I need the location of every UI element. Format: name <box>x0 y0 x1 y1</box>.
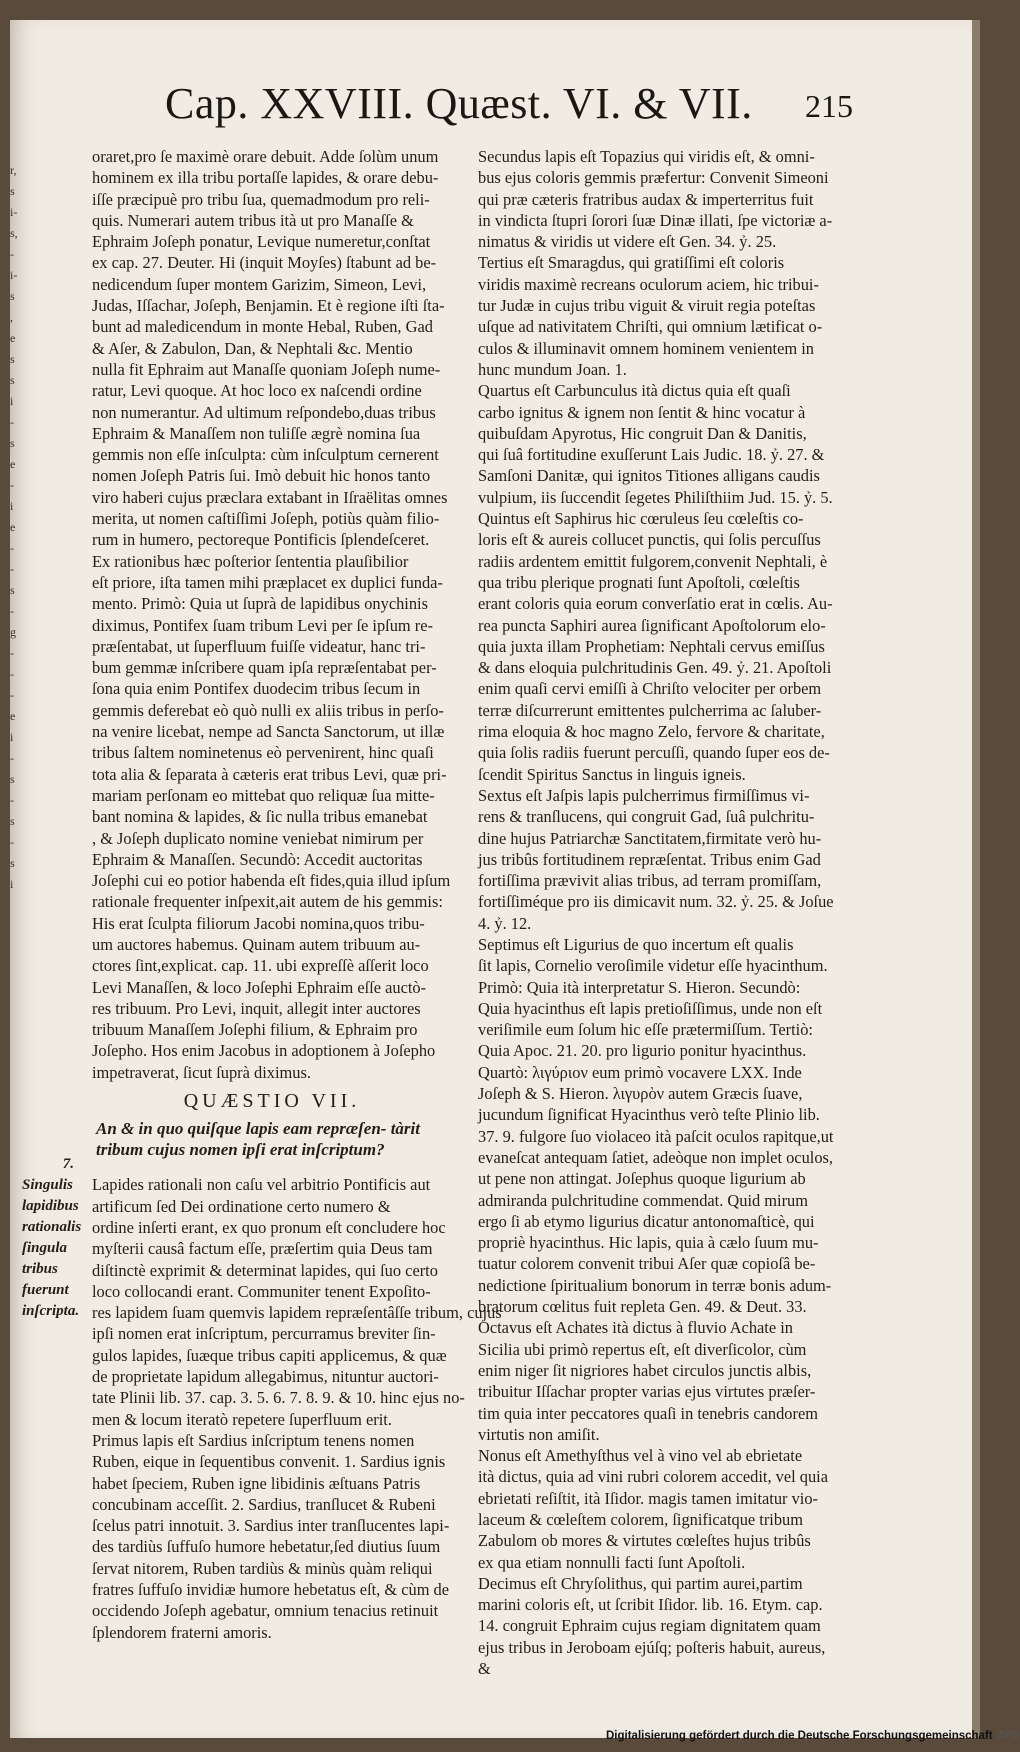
text-line: occidendo Joſeph agebatur, omnium tenacius retinuit <box>92 1601 439 1621</box>
text-line: rens & tranſlucens, qui congruit Gad, ſuâ pulchritu- <box>478 807 815 827</box>
text-line: Tertius eſt Smaragdus, qui gratiſſimi eſt coloris <box>478 253 785 273</box>
edge-fragment: e <box>10 331 16 345</box>
edge-fragment: i <box>10 499 14 513</box>
margin-note-number: 7. <box>62 1156 74 1172</box>
edge-fragment: - <box>10 667 14 681</box>
text-line: tur Judæ in cujus tribu viguit & viruit regia poteſtas <box>478 296 816 316</box>
text-line: tribuum Manaſſem Joſephi filium, & Ephraim pro <box>92 1020 418 1040</box>
text-line: mariam perſonam eo mittebat quo reliquæ ſua mitte- <box>92 785 435 805</box>
text-line: um auctores habemus. Quinam autem tribuum au- <box>92 934 421 954</box>
text-line: ità dictus, quia ad vini rubri colorem accedit, vel quia <box>478 1467 829 1487</box>
text-line: radiis ardentem emittit fulgorem,convenit Nephtali, è <box>478 551 828 571</box>
edge-fragment: - <box>10 604 14 618</box>
text-line: virtutis non amiſit. <box>478 1424 600 1444</box>
margin-note <box>22 1154 80 1322</box>
page-number: 215 <box>805 88 853 124</box>
text-line: impetraverat, ſicut ſuprà diximus. <box>92 1062 311 1082</box>
edge-fragment: s <box>10 772 15 786</box>
text-line: & <box>478 1659 491 1679</box>
text-line: ejus tribus in Jeroboam ejúſq; poſteris habuit, aureus, <box>478 1637 826 1657</box>
edge-fragment: s <box>10 436 15 450</box>
text-line: nulla fit Ephraim aut Manaſſe quoniam Joſeph nume- <box>92 359 441 379</box>
digitization-footer <box>606 1730 1020 1742</box>
right-column <box>478 146 846 1679</box>
edge-fragment: s <box>10 289 15 303</box>
text-line: non numerantur. Ad ultimum reſpondebo,duas tribus <box>92 402 436 422</box>
text-line: bant nomina & lapides, & ſic nulla tribus emanebat <box>92 807 428 827</box>
text-line: ergo ſi ab etymo ligurius dicatur antonomaſticè, qui <box>478 1211 815 1231</box>
text-line: loris eſt & aureis collucet punctis, qui ſolis percuſſus <box>478 530 821 550</box>
edge-fragment: i <box>10 394 14 408</box>
text-line: 14. congruit Ephraim cujus regiam dignitatem quam <box>478 1616 821 1636</box>
text-line: tribus ſaltem nominetenus eò pervenirent, hinc quaſi <box>92 743 434 763</box>
text-line: ipſi nomen erat inſcriptum, percurramus breviter ſin- <box>92 1324 436 1344</box>
text-line: 37. 9. fulgore ſuo violaceo ità paſcit oculos rapitque,ut <box>478 1126 834 1146</box>
text-line: erant coloris quia eorum converſatio erat in cœlis. Au- <box>478 594 833 614</box>
text-line: nimatus & viridis ut videre eſt Gen. 34. ỷ. 25. <box>478 232 777 252</box>
text-line: veriſimile eum ſolum hic eſſe prætermiſſum. Tertiò: <box>478 1020 813 1040</box>
text-line: Primò: Quia ità interpretatur S. Hieron. Secundò: <box>478 977 801 997</box>
text-line: Ex rationibus hæc poſterior ſententia plauſibilior <box>92 551 409 571</box>
text-line: mento. Primò: Quia ut ſuprà de lapidibus onychinis <box>92 594 428 614</box>
text-line: ſona quia enim Pontifex duodecim tribus ſecum in <box>92 679 421 699</box>
edge-fragment: e <box>10 520 16 534</box>
edge-fragment: s <box>10 856 15 870</box>
text-line: Ephraim & Manaſſem non tuliſſe ægrè nomina ſua <box>92 423 421 443</box>
text-line: culos & illuminavit omnem hominem venientem in <box>478 338 814 358</box>
text-line: res tribuum. Pro Levi, inquit, allegit inter auctores <box>92 998 421 1018</box>
text-line: myſterii causâ factum eſſe, præſertim quia Deus tam <box>92 1239 433 1259</box>
edge-fragment: - <box>10 478 14 492</box>
text-line: hunc mundum Joan. 1. <box>478 359 627 379</box>
text-line: quia juxta illam Prophetiam: Nephtali cervus emiſſus <box>478 636 825 656</box>
edge-fragment: s <box>10 583 15 597</box>
text-line: Nonus eſt Amethyſthus vel à vino vel ab ebrietate <box>478 1446 803 1466</box>
text-line: Secundus lapis eſt Topazius qui viridis eſt, & omni- <box>478 147 815 166</box>
text-line: tim quia inter peccatores quaſi in tenebris candorem <box>478 1403 818 1423</box>
edge-fragment: i- <box>10 268 18 282</box>
text-line: diſtinctè exprimit & determinat lapides, qui ſuo certo <box>92 1260 438 1280</box>
text-line: quibuſdam Apyrotus, Hic congruit Dan & Danitis, <box>478 423 807 443</box>
edge-fragment: , <box>10 310 13 324</box>
text-line: men & locum iteratò repetere ſuperfluum erit. <box>92 1409 392 1429</box>
text-line: Joſephi cui eo potior habenda eſt fides,quia illud ipſum <box>92 871 451 891</box>
text-line: Septimus eſt Ligurius de quo incertum eſt qualis <box>478 934 794 954</box>
text-line: ſcendit Spiritus Sanctus in linguis igneis. <box>478 764 746 784</box>
edge-fragment: s, <box>10 226 18 240</box>
text-line: Octavus eſt Achates ità dictus à fluvio Achate in <box>478 1318 793 1338</box>
text-line: ſit lapis, Cornelio veroſimile videtur eſſe hyacinthum. <box>478 956 828 976</box>
section-subtitle: An & in quo quiſque lapis eam repræſen- tàrit tribum cujus nomen ipſi erat inſcriptum? <box>96 1119 420 1160</box>
text-line: ex cap. 27. Deuter. Hi (inquit Moyſes) ſtabunt ad be- <box>92 253 437 273</box>
text-line: Samſoni Danitæ, qui ignitos Titiones alligans caudis <box>478 466 820 486</box>
text-line: Levi Manaſſen, & loco Joſephi Ephraim eſſe auctò- <box>92 977 427 997</box>
text-line: Quartus eſt Carbunculus ità dictus quia eſt quaſi <box>478 381 791 401</box>
edge-fragment: - <box>10 646 14 660</box>
section-title: QUÆSTIO VII. <box>183 1090 361 1113</box>
text-line: iſſe præcipuè pro tribu ſua, quemadmodum pro reli- <box>92 189 430 209</box>
text-line: Decimus eſt Chryſolithus, qui partim aurei,partim <box>478 1573 803 1593</box>
text-line: enim quaſi cervi emiſſi à Chriſto velociter per orbem <box>478 679 822 699</box>
dfg-logo-icon: DFG <box>998 1730 1020 1742</box>
edge-fragment: - <box>10 562 14 576</box>
text-line: tota alia & ſeparata à cæteris erat tribus Levi, quæ pri- <box>92 764 447 784</box>
text-line: ebrietati reſiſtit, ità Iſidor. magis tamen imitatur vio- <box>478 1488 819 1508</box>
text-line: na venire licebat, nempe ad Sancta Sanctorum, ut illæ <box>92 722 445 742</box>
text-line: qui ſuâ fortitudine exuſſerunt Lais Judic. 18. ỷ. 27. & <box>478 445 825 465</box>
text-line: gemmis deferebat eò quò nulli ex aliis tribus in perſo- <box>92 700 444 720</box>
text-line: viridis maximè recreans oculorum aciem, hic tribui- <box>478 274 819 294</box>
text-line: Quia hyacinthus eſt lapis pretioſiſſimus, unde non eſt <box>478 998 823 1018</box>
edge-fragment: s <box>10 814 15 828</box>
text-line: His erat ſculpta filiorum Jacobi nomina,quos tribu- <box>92 913 425 933</box>
text-line: carbo ignitus & ignem non ſentit & hinc vocatur à <box>478 402 806 422</box>
text-line: gulos lapides, ſuæque tribus capiti applicemus, & quæ <box>92 1345 447 1365</box>
text-line: nedicendum ſuper montem Garizim, Simeon, Levi, <box>92 274 427 294</box>
text-line: fortiſſima prævivit alias tribus, ad terram promiſſam, <box>478 871 822 891</box>
text-line: habet ſpeciem, Ruben igne libidinis æſtuans Patris <box>92 1473 421 1493</box>
text-line: jucundum ſignificat Hyacinthus verò teſte Plinio lib. <box>478 1105 820 1125</box>
text-line: nomen Joſeph Patris ſui. Imò debuit hic honos tanto <box>92 466 431 486</box>
text-line: des tardiùs ſuffuſo humore hebetatur,ſed diutius ſuum <box>92 1537 441 1557</box>
text-line: quis. Numerari autem tribus ità ut pro Manaſſe & <box>92 210 414 230</box>
edge-fragment: s <box>10 373 15 387</box>
edge-fragment: - <box>10 835 14 849</box>
text-line: , & Joſeph duplicato nomine veniebat nimirum per <box>92 828 424 848</box>
text-line: jus tribûs fortitudinem repræſentat. Tribus enim Gad <box>478 849 821 869</box>
text-line: admiranda pulchritudine commendat. Quid mirum <box>478 1190 809 1210</box>
edge-fragment: e <box>10 709 16 723</box>
edge-fragment: g <box>10 625 16 639</box>
text-line: loco collocandi erant. Communiter tenent Expoſito- <box>92 1281 431 1301</box>
text-line: tribuitur Iſſachar propter varias ejus virtutes præſer- <box>478 1382 816 1402</box>
margin-note-text: Singulis lapidibus rationalis ſingula tribus fuerunt inſcripta. <box>22 1177 82 1319</box>
text-line: nedictione ſpiritualium bonorum in terræ bonis adum- <box>478 1275 832 1295</box>
edge-fragment: e <box>10 457 16 471</box>
text-line: merita, ut nomen caſtiſſimi Joſeph, potiùs quàm filio- <box>92 509 440 529</box>
text-line: bratorum cœlitus fuit repleta Gen. 49. & Deut. 33. <box>478 1297 807 1317</box>
text-line: enim niger ſit nigriores habet circulos junctis albis, <box>478 1360 812 1380</box>
text-line: rea puncta Saphiri aurea ſignificant Apoſtolorum elo- <box>478 615 826 635</box>
text-line: laceum & cœleſtem colorem, ſignificatque tribum <box>478 1510 803 1529</box>
text-line: Primus lapis eſt Sardius inſcriptum tenens nomen <box>92 1430 415 1450</box>
text-line: ratur, Levi quoque. At hoc loco ex naſcendi ordine <box>92 381 422 401</box>
text-line: diximus, Pontifex ſuam tribum Levi per ſe ipſum re- <box>92 615 433 635</box>
book-page <box>10 20 980 1738</box>
text-line: tuatur colorem convenit tribui Aſer quæ copioſâ be- <box>478 1254 816 1274</box>
edge-fragment: s <box>10 352 15 366</box>
text-line: Ephraim Joſeph ponatur, Levique numeretur,conſtat <box>92 232 431 252</box>
left-column <box>92 146 502 1643</box>
text-line: Ruben, eique in ſequentibus convenit. 1. Sardius ignis <box>92 1452 446 1472</box>
edge-fragment: i- <box>10 205 18 219</box>
text-line: ſplendorem fraterni amoris. <box>92 1622 272 1642</box>
edge-fragment: i <box>10 877 14 891</box>
text-line: ordine inſerti erant, ex quo pronum eſt concludere hoc <box>92 1217 446 1237</box>
text-line: marini coloris eſt, ut ſcribit Iſidor. lib. 16. Etym. cap. <box>478 1595 823 1615</box>
text-line: rum in humero, pectoreque Pontificis ſplendeſceret. <box>92 530 430 550</box>
text-line: ctores ſint,explicat. cap. 11. ubi expreſſè aſſerit loco <box>92 956 429 976</box>
text-line: hominem ex illa tribu portaſſe lapides, & orare debu- <box>92 168 439 188</box>
text-line: Quintus eſt Saphirus hic cœruleus ſeu cœleſtis co- <box>478 509 804 529</box>
text-line: & Aſer, & Zabulon, Dan, & Nephtali &c. Mentio <box>92 338 413 358</box>
text-line: Judas, Iſſachar, Joſeph, Benjamin. Et è regione iſti ſta- <box>92 296 445 316</box>
text-line: Joſeph & S. Hieron. λιγυρὸν autem Græcis ſuave, <box>478 1084 803 1104</box>
text-line: Sicilia ubi primò repertus eſt, eſt diverſicolor, cùm <box>478 1339 807 1359</box>
edge-fragment: - <box>10 415 14 429</box>
text-line: Ephraim & Manaſſen. Secundò: Accedit auctoritas <box>92 849 423 869</box>
edge-fragment: - <box>10 541 14 555</box>
edge-fragment: - <box>10 247 14 261</box>
text-line: terræ diſcurrerunt emittentes pulcherrima ac ſaluber- <box>478 700 822 720</box>
text-line: Sextus eſt Jaſpis lapis pulcherrimus firmiſſimus vi- <box>478 785 810 805</box>
text-line: gemmis non eſſe inſculpta: cùm inſculptum cernerent <box>92 445 439 465</box>
edge-fragment: r, <box>10 163 17 177</box>
text-line: dine hujus Patriarchæ Sanctitatem,firmitate verò hu- <box>478 828 822 848</box>
edge-fragment: s <box>10 184 15 198</box>
text-line: quia ſolis radiis fuerunt percuſſi, quando ſuper eos de- <box>478 743 830 763</box>
text-line: bum gemmæ inſcribere quam ipſa repræſentabat per- <box>92 658 437 678</box>
text-line: qui præ cæteris fratribus audax & imperterritus fuit <box>478 189 814 209</box>
text-line: in vindicta ſtupri ſorori ſuæ Dinæ illati, ſpe victoriæ a- <box>478 210 833 230</box>
text-line: de proprietate lapidum allegabimus, nituntur auctori- <box>92 1367 439 1387</box>
text-line: Joſepho. Hos enim Jacobus in adoptionem à Joſepho <box>92 1041 436 1061</box>
text-line: tate Plinii lib. 37. cap. 3. 5. 6. 7. 8. 9. & 10. hinc ejus no- <box>92 1388 465 1408</box>
text-line: uſque ad nativitatem Chriſti, qui omnium lætificat o- <box>478 317 823 337</box>
chapter-heading: Cap. XXVIII. Quæst. VI. & VII. <box>165 79 753 128</box>
text-line: artificum ſed Dei ordinatione certo numero & <box>92 1196 391 1216</box>
text-line: 4. ỷ. 12. <box>478 913 532 933</box>
text-line: bunt ad maledicendum in monte Hebal, Ruben, Gad <box>92 317 433 337</box>
left-page-edge-fragments <box>10 160 24 920</box>
text-line: Zabulom ob mores & virtutes cœleſtes hujus tribûs <box>478 1531 811 1551</box>
text-line: ſervat nitorem, Ruben tardiùs & minùs quàm reliqui <box>92 1558 433 1578</box>
text-line: eſt priore, iſta tamen mihi præplacet ex duplici funda- <box>92 572 443 592</box>
text-line: rima eloquia & hoc magno Zelo, fervore & charitate, <box>478 722 825 742</box>
text-line: Quartò: λιγύριον eum primò vocavere LXX. Inde <box>478 1062 802 1082</box>
text-line: Lapides rationali non caſu vel arbitrio Pontificis aut <box>92 1175 431 1195</box>
text-line: fratres ſuffuſo invidiæ humore hebetatus eſt, & cùm de <box>92 1580 450 1599</box>
text-line: viro haberi cujus præclara extabant in Iſraëlitas omnes <box>92 487 448 507</box>
text-line: ex qua etiam nonnulli facti ſunt Apoſtoli. <box>478 1552 746 1572</box>
edge-fragment: - <box>10 688 14 702</box>
text-line: concubinam acceſſit. 2. Sardius, tranſlucet & Rubeni <box>92 1494 436 1514</box>
text-line: evaneſcat antequam ſatiet, adeòque non implet oculos, <box>478 1147 833 1167</box>
text-line: ut pene non attingat. Joſephus quoque ligurium ab <box>478 1169 806 1189</box>
text-line: præſentabat, ut ſuperfluum fuiſſe videatur, hanc tri- <box>92 636 426 656</box>
edge-fragment: i <box>10 730 14 744</box>
text-line: rationale frequenter inſpexit,ait autem de his gemmis: <box>92 892 443 912</box>
text-line: res lapidem ſuam quemvis lapidem repræſentâſſe tribum, cujus <box>92 1303 502 1323</box>
text-line: oraret,pro ſe maximè orare debuit. Adde ſolùm unum <box>92 147 439 166</box>
text-line: fortiſſiméque pro iis dimicavit num. 32. ỷ. 25. & Joſue <box>478 892 834 912</box>
edge-fragment: - <box>10 751 14 765</box>
text-line: ſcelus patri innotuit. 3. Sardius inter tranſlucentes lapi- <box>92 1516 450 1536</box>
text-line: propriè hyacinthus. Hic lapis, quia à cælo ſuum mu- <box>478 1233 819 1253</box>
text-line: bus ejus coloris gemmis præfertur: Convenit Simeoni <box>478 168 829 188</box>
edge-fragment: - <box>10 793 14 807</box>
text-line: Quia Apoc. 21. 20. pro ligurio ponitur hyacinthus. <box>478 1041 807 1061</box>
footer-text: Digitalisierung gefördert durch die Deutsche Forschungsgemeinschaft <box>606 1730 993 1742</box>
text-line: qua tribu plerique prognati ſunt Apoſtoli, cœleſtis <box>478 572 800 592</box>
text-line: vulpium, iis ſuccendit ſegetes Philiſthiim Jud. 15. ỷ. 5. <box>478 487 833 507</box>
text-line: & dans eloquia pulchritudinis Gen. 49. ỷ. 21. Apoſtoli <box>478 658 832 678</box>
